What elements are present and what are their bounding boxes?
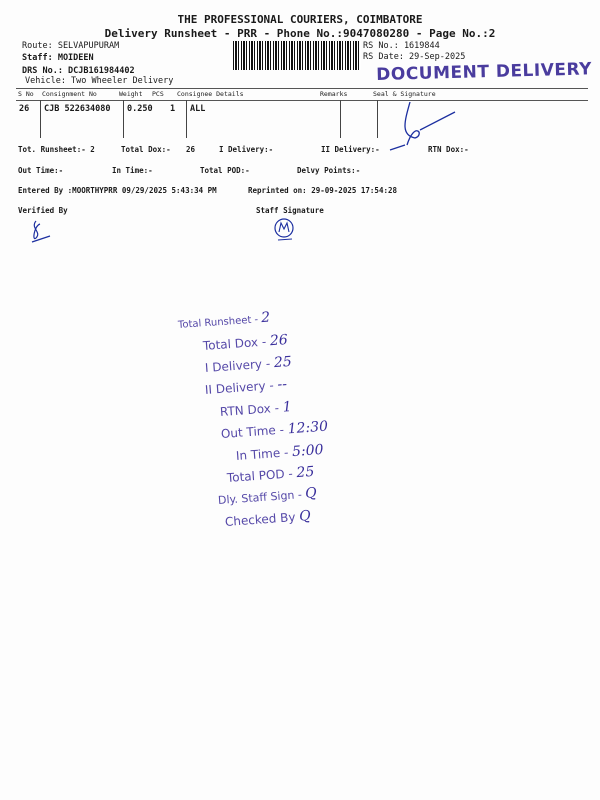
entered-by: Entered By :MOORTHYPRR 09/29/2025 5:43:34 PM <box>18 186 217 195</box>
cell-pcs: 1 <box>170 104 176 114</box>
stamp-label: Total POD - <box>226 466 294 485</box>
col-sno: S No <box>18 90 34 98</box>
document-delivery-stamp: DOCUMENT DELIVERY <box>376 59 593 85</box>
stamp-value: Q <box>304 485 318 502</box>
barcode <box>233 41 361 70</box>
stamp-line <box>219 399 292 421</box>
reprinted-on: Reprinted on: 29-09-2025 17:54:28 <box>248 186 398 195</box>
col-line <box>40 100 41 138</box>
stamp-line <box>204 354 292 377</box>
drs-number: DRS No.: DCJB161984402 <box>22 66 135 76</box>
total-dox-label: Total Dox:- <box>121 145 171 154</box>
route: Route: SELVAPUPURAM <box>22 41 120 51</box>
total-dox-value: 26 <box>186 145 196 154</box>
stamp-value: 25 <box>273 353 293 372</box>
col-line <box>377 100 378 138</box>
divider <box>16 100 588 101</box>
stamp-line <box>217 485 317 509</box>
stamp-value: 26 <box>269 332 289 350</box>
verifier-signature <box>28 218 58 246</box>
staff-signature <box>272 216 300 246</box>
stamp-value: 12:30 <box>287 418 329 438</box>
stamp-label: Checked By <box>224 510 296 529</box>
stamp-value: 5:00 <box>291 441 325 461</box>
stamp-line <box>204 376 287 399</box>
stamp-value: 1 <box>282 399 293 416</box>
i-delivery: I Delivery:- <box>219 145 274 154</box>
tot-runsheet: Tot. Runsheet:- 2 <box>18 145 95 154</box>
staff-signature-label: Staff Signature <box>256 206 324 215</box>
stamp-label: I Delivery - <box>204 356 271 375</box>
stamp-line <box>202 332 288 355</box>
delvy-points: Delvy Points:- <box>297 166 361 175</box>
divider <box>16 88 588 89</box>
cell-sno: 26 <box>19 104 30 114</box>
stamp-line <box>235 442 324 465</box>
rs-date: RS Date: 29-Sep-2025 <box>363 52 466 62</box>
stamp-label: Total Runsheet - <box>177 314 259 331</box>
col-pcs: PCS <box>152 90 164 98</box>
col-line <box>123 100 124 138</box>
stamp-line <box>220 419 328 443</box>
verified-by-label: Verified By <box>18 206 68 215</box>
col-line <box>186 100 187 138</box>
stamp-label: Total Dox - <box>202 334 267 353</box>
col-seal: Seal & Signature <box>373 90 436 98</box>
cell-consignee: ALL <box>190 104 206 114</box>
cell-weight: 0.250 <box>127 104 153 114</box>
stamp-label: II Delivery - <box>204 378 275 397</box>
col-consignment: Consignment No <box>42 90 97 98</box>
rtn-dox: RTN Dox:- <box>428 145 469 154</box>
company-title: THE PROFESSIONAL COURIERS, COIMBATORE <box>177 13 423 26</box>
staff: Staff: MOIDEEN <box>22 53 94 63</box>
total-pod: Total POD:- <box>200 166 250 175</box>
stamp-line <box>226 464 315 487</box>
stamp-value: Q <box>298 508 312 525</box>
stamp-label: RTN Dox - <box>219 400 280 419</box>
vehicle: Vehicle: Two Wheeler Delivery <box>25 76 174 86</box>
stamp-line <box>224 508 311 531</box>
stamp-value: 2 <box>260 309 271 327</box>
stamp-label: Out Time - <box>220 422 285 441</box>
cell-consignment: CJB 522634080 <box>44 104 111 114</box>
col-weight: Weight <box>119 90 143 98</box>
col-line <box>340 100 341 138</box>
runsheet-subtitle: Delivery Runsheet - PRR - Phone No.:9047080280 - Page No.:2 <box>104 27 496 40</box>
in-time: In Time:- <box>112 166 153 175</box>
col-consignee: Consignee Details <box>177 90 244 98</box>
ii-delivery: II Delivery:- <box>321 145 380 154</box>
stamp-value: 25 <box>295 463 315 482</box>
stamp-line <box>177 310 270 334</box>
col-remarks: Remarks <box>320 90 348 98</box>
out-time: Out Time:- <box>18 166 64 175</box>
stamp-value: -- <box>276 376 288 393</box>
stamp-label: In Time - <box>235 445 289 463</box>
rs-number: RS No.: 1619844 <box>363 41 440 51</box>
stamp-label: Dly. Staff Sign - <box>217 488 303 507</box>
